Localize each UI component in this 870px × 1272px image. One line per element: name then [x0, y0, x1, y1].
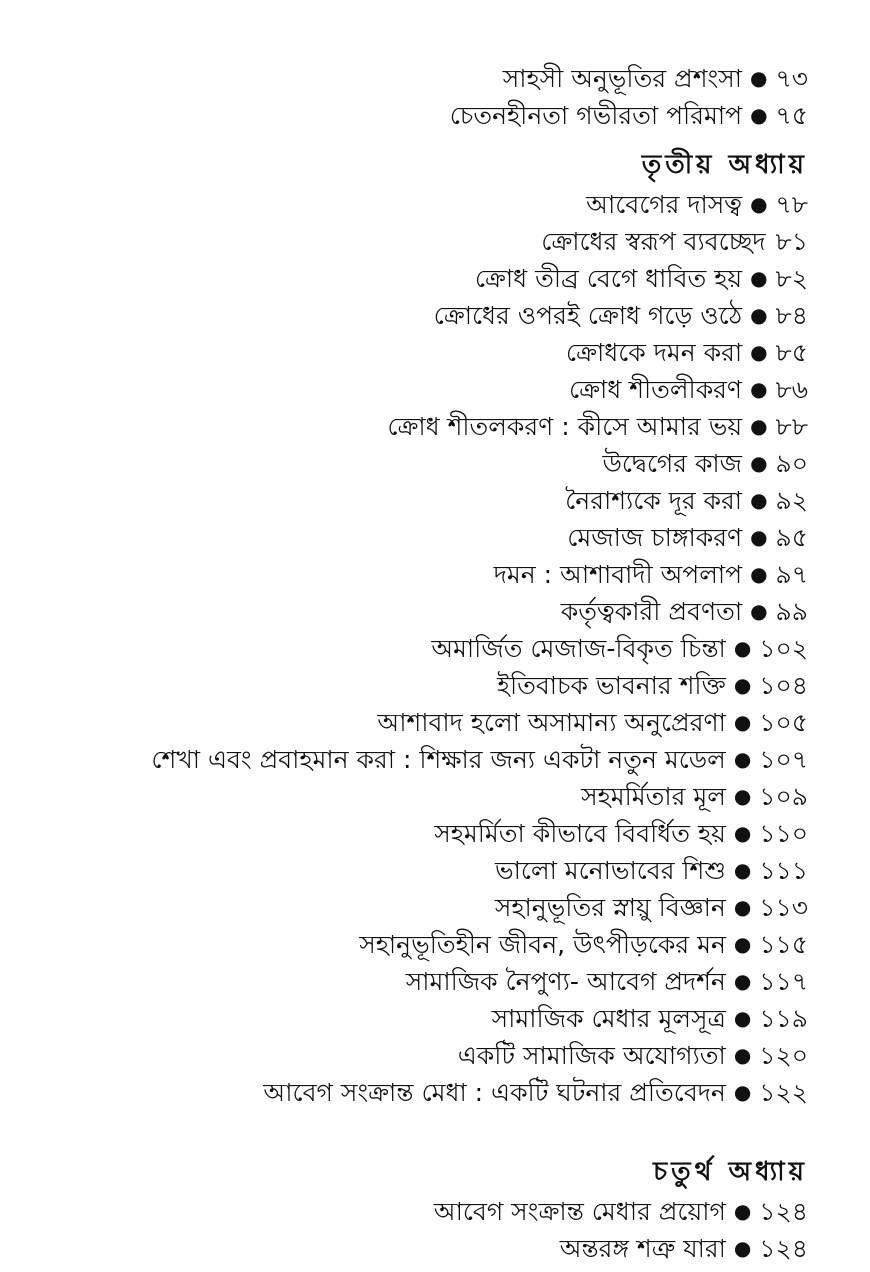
entry-title: দমন : আশাবাদী অপলাপ [493, 560, 743, 589]
page-number: ৭৩ [775, 64, 808, 93]
page-number: ৯০ [775, 449, 808, 478]
toc-entry [48, 556, 808, 593]
toc-entry [48, 334, 808, 371]
page-number: ১১৩ [759, 893, 808, 922]
bullet-icon: ● [750, 266, 768, 290]
toc-entry [48, 926, 808, 963]
bullet-icon: ● [750, 66, 768, 90]
page-number: ৮৬ [775, 375, 808, 404]
page-number: ৯৯ [775, 597, 808, 626]
bullet-icon: ● [733, 1043, 752, 1067]
entry-title: ক্রোধ শীতলকরণ : কীসে আমার ভয় [387, 412, 743, 441]
page-number: ৮৫ [775, 338, 808, 367]
page-number: ১০২ [759, 634, 808, 663]
bullet-icon: ● [750, 303, 768, 327]
chapter-heading: চতুর্থ অধ্যায় [653, 1157, 808, 1187]
entry-title: অন্তরঙ্গ শত্রু যারা [559, 1234, 726, 1263]
bullet-icon: ● [733, 747, 752, 771]
bullet-icon: ● [733, 1080, 752, 1104]
bullet-icon: ● [750, 451, 768, 475]
entry-title: ভালো মনোভাবের শিশু [495, 856, 726, 885]
toc-entry [48, 445, 808, 482]
bullet-icon: ● [733, 1006, 752, 1030]
bullet-icon: ● [733, 932, 752, 956]
bullet-icon: ● [750, 103, 768, 127]
entry-title: উদ্বেগের কাজ [602, 449, 743, 478]
page-number: ৮২ [775, 264, 808, 293]
toc-entry [48, 482, 808, 519]
page-number: ১২২ [759, 1078, 808, 1107]
entry-title: সহানুভূতিহীন জীবন, উৎপীড়কের মন [359, 930, 726, 959]
toc-entry [48, 97, 808, 134]
entry-title: মেজাজ চাঙ্গাকরণ [567, 523, 743, 552]
toc-entry [48, 778, 808, 815]
bullet-icon: ● [733, 710, 752, 734]
page-number: ৮৪ [775, 301, 808, 330]
toc-entry [48, 1074, 808, 1111]
entry-title: ক্রোধের ওপরই ক্রোধ গড়ে ওঠে [433, 301, 743, 330]
bullet-icon: ● [750, 340, 768, 364]
toc-entry [48, 60, 808, 97]
toc-entry [48, 741, 808, 778]
toc-entry [48, 223, 808, 260]
bullet-icon: ● [750, 377, 768, 401]
bullet-icon: ● [733, 969, 752, 993]
chapter-heading: তৃতীয় অধ্যায় [641, 150, 808, 180]
entry-title: নৈরাশ্যকে দূর করা [565, 486, 743, 515]
page-number: ১২০ [759, 1041, 808, 1070]
entry-title: সহমর্মিতার মূল [581, 782, 726, 811]
page-number: ১০৪ [759, 671, 808, 700]
page-number: ১১১ [759, 856, 808, 885]
page-number: ৯৭ [775, 560, 808, 589]
bullet-icon: ● [733, 858, 752, 882]
entry-title: সহমর্মিতা কীভাবে বিবর্ধিত হয় [434, 819, 726, 848]
page-number: ৭৮ [775, 190, 808, 219]
toc-entry [48, 1230, 808, 1267]
toc-entry [48, 963, 808, 1000]
entry-title: ক্রোধকে দমন করা [565, 338, 743, 367]
toc-entry [48, 1037, 808, 1074]
toc-entry [48, 1193, 808, 1230]
bullet-icon: ● [733, 821, 752, 845]
entry-title: অমার্জিত মেজাজ-বিকৃত চিন্তা [431, 634, 726, 663]
toc-entry [48, 371, 808, 408]
toc-entry [48, 1000, 808, 1037]
entry-title: ক্রোধের স্বরূপ ব্যবচ্ছেদ [541, 227, 766, 256]
entry-title: ক্রোধ তীব্র বেগে ধাবিত হয় [474, 264, 743, 293]
page-number: ৮১ [775, 227, 808, 256]
toc-entry [48, 519, 808, 556]
entry-title: আশাবাদ হলো অসামান্য অনুপ্রেরণা [377, 708, 726, 737]
page-number: ১০৯ [759, 782, 808, 811]
bullet-icon: ● [733, 673, 752, 697]
page-number: ১২৪ [759, 1234, 808, 1263]
toc-entry [48, 260, 808, 297]
entry-title: আবেগ সংক্রান্ত মেধা : একটি ঘটনার প্রতিবেদন [263, 1078, 726, 1107]
toc-entry [48, 297, 808, 334]
page-number: ৭৫ [775, 101, 808, 130]
bullet-icon: ● [750, 414, 768, 438]
bullet-icon: ● [750, 192, 768, 216]
entry-title: সহানুভূতির স্নায়ু বিজ্ঞান [494, 893, 726, 922]
toc-entry [48, 667, 808, 704]
entry-title: সাহসী অনুভূতির প্রশংসা [502, 64, 743, 93]
entry-title: কর্তৃত্বকারী প্রবণতা [560, 597, 743, 626]
entry-title: আবেগের দাসত্ব [586, 190, 743, 219]
bullet-icon: ● [750, 488, 768, 512]
toc-entry [48, 889, 808, 926]
bullet-icon: ● [750, 525, 768, 549]
table-of-contents [48, 60, 808, 1267]
page-number: ৯২ [775, 486, 808, 515]
bullet-icon: ● [733, 1236, 752, 1260]
entry-title: শেখা এবং প্রবাহমান করা : শিক্ষার জন্য একটা নতুন মডেল [151, 745, 726, 774]
section-gap [48, 1111, 808, 1141]
toc-entry [48, 186, 808, 223]
entry-title: সামাজিক মেধার মূলসূত্র [491, 1004, 726, 1033]
bullet-icon: ● [750, 562, 768, 586]
page-number: ১১৭ [759, 967, 808, 996]
chapter3-entries [48, 186, 808, 1111]
bullet-icon: ● [733, 784, 752, 808]
entry-title: আবেগ সংক্রান্ত মেধার প্রয়োগ [433, 1197, 726, 1226]
page-number: ১১০ [759, 819, 808, 848]
entry-title: ক্রোধ শীতলীকরণ [568, 375, 743, 404]
page-number: ৮৮ [775, 412, 808, 441]
bullet-icon: ● [733, 895, 752, 919]
page-number: ১০৫ [759, 708, 808, 737]
bullet-icon: ● [733, 1199, 752, 1223]
page-number: ৯৫ [775, 523, 808, 552]
toc-entry [48, 704, 808, 741]
entry-title: একটি সামাজিক অযোগ্যতা [457, 1041, 726, 1070]
entry-title: ইতিবাচক ভাবনার শক্তি [496, 671, 726, 700]
toc-entry [48, 408, 808, 445]
toc-entry [48, 852, 808, 889]
toc-entry [48, 815, 808, 852]
bullet-icon: ● [733, 636, 752, 660]
page-number: ১১৫ [759, 930, 808, 959]
page-number: ১১৯ [759, 1004, 808, 1033]
entry-title: চেতনহীনতা গভীরতা পরিমাপ [449, 101, 743, 130]
toc-entry [48, 630, 808, 667]
entry-title: সামাজিক নৈপুণ্য- আবেগ প্রদর্শন [405, 967, 726, 996]
toc-entry [48, 593, 808, 630]
page-number: ১০৭ [759, 745, 808, 774]
page-number: ১২৪ [759, 1197, 808, 1226]
bullet-icon: ● [750, 599, 768, 623]
